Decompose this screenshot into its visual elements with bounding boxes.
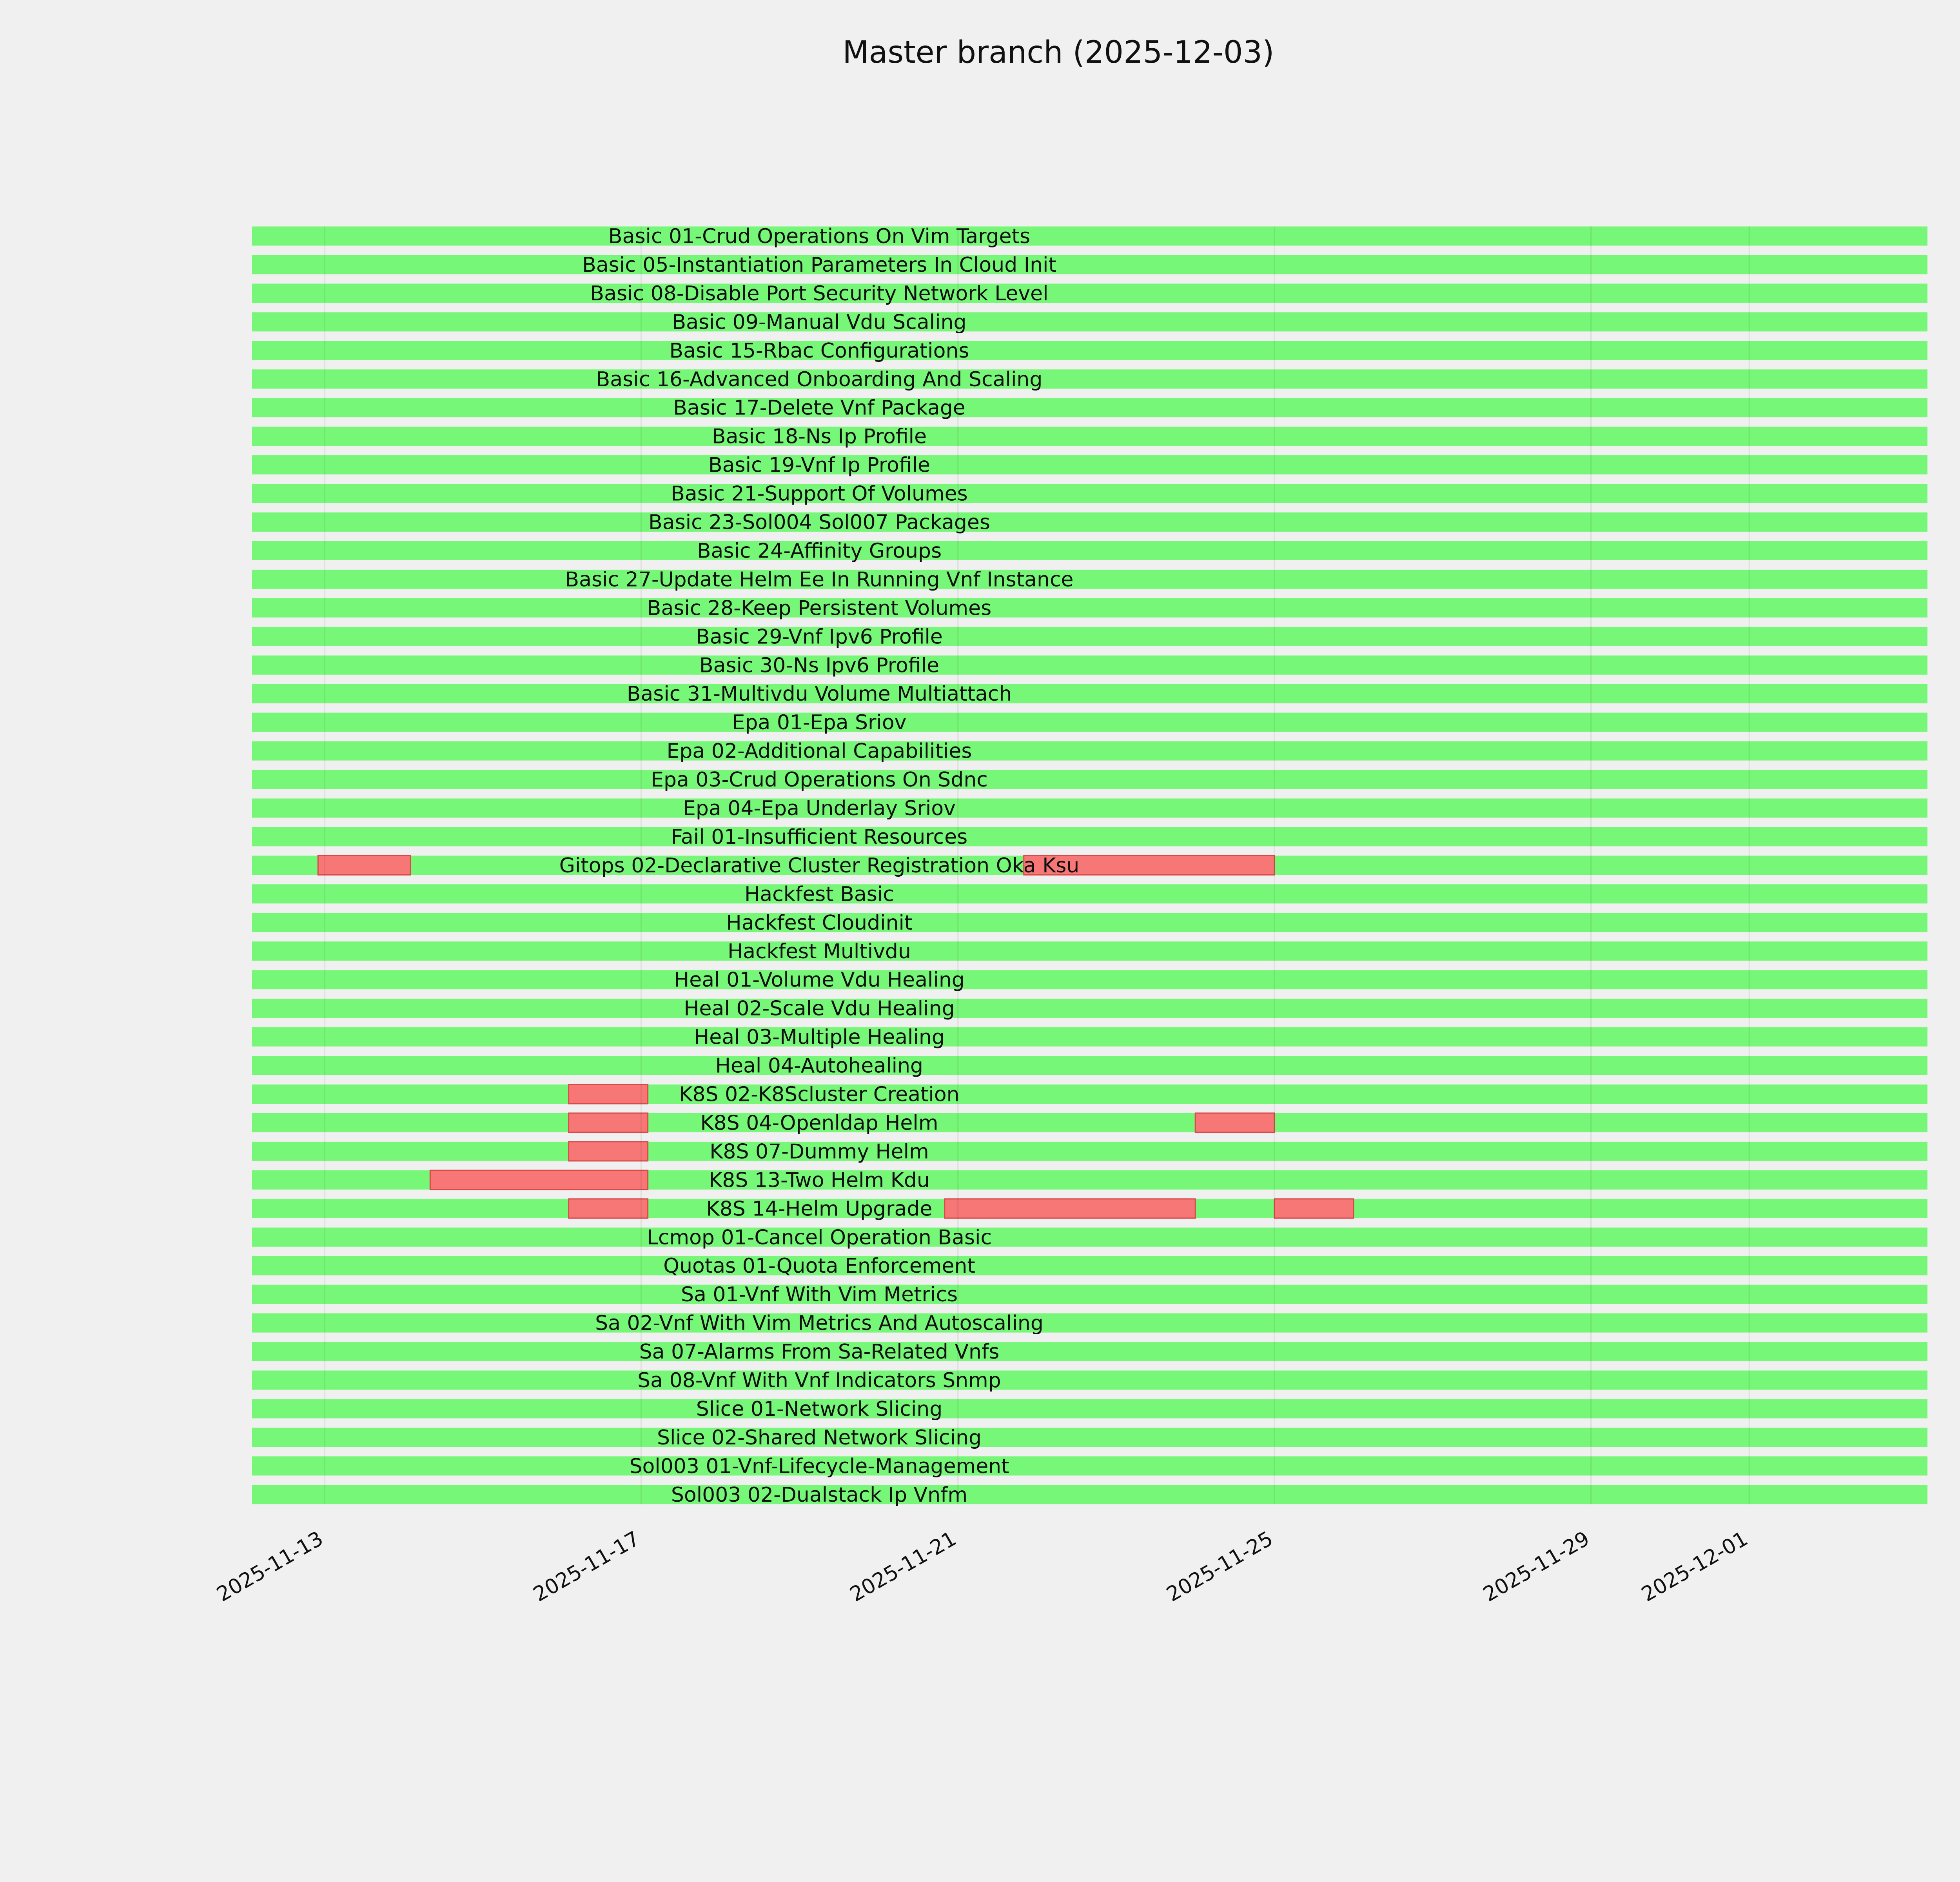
pass-bar: [252, 568, 1927, 592]
row-label: Quotas 01-Quota Enforcement: [663, 1254, 975, 1278]
pass-bar: [252, 711, 1927, 735]
fail-bar: [945, 1199, 1195, 1218]
pass-bar: [252, 1456, 1927, 1475]
pass-bar: [252, 484, 1927, 503]
row-label: Basic 30-Ns Ipv6 Profile: [699, 654, 940, 678]
pass-bar: [252, 770, 1927, 789]
fail-bar: [318, 856, 410, 875]
fail-bar: [1274, 1199, 1354, 1218]
pass-bar: [252, 627, 1927, 646]
pass-bar: [252, 1140, 1927, 1164]
pass-bar: [252, 1428, 1927, 1447]
pass-bar: [252, 1399, 1927, 1418]
row-label: Basic 09-Manual Vdu Scaling: [672, 310, 967, 334]
row-label: Basic 15-Rbac Configurations: [669, 339, 969, 363]
pass-bar: [252, 1485, 1927, 1504]
row-label: Basic 17-Delete Vnf Package: [673, 396, 965, 420]
pass-bar: [252, 1113, 1927, 1132]
pass-bar: [252, 369, 1927, 389]
pass-bar: [252, 227, 1927, 246]
row-label: Sa 07-Alarms From Sa-Related Vnfs: [639, 1340, 1000, 1364]
row-label: Basic 28-Keep Persistent Volumes: [647, 596, 992, 620]
row-label: Basic 05-Instantiation Parameters In Cloud Init: [582, 253, 1056, 277]
fail-bar: [430, 1170, 648, 1190]
pass-bar: [252, 1256, 1927, 1275]
pass-bar: [252, 398, 1927, 417]
row-label: Sa 02-Vnf With Vim Metrics And Autoscaling: [595, 1312, 1044, 1335]
pass-bar: [252, 741, 1927, 761]
row-label: K8S 13-Two Helm Kdu: [709, 1168, 930, 1192]
pass-bar: [252, 1371, 1927, 1390]
x-tick-label: 2025-11-13: [212, 1527, 327, 1607]
pass-bar: [252, 1283, 1927, 1307]
fail-bar: [569, 1113, 648, 1132]
pass-bar: [252, 598, 1927, 618]
row-label: Hackfest Basic: [744, 882, 894, 906]
row-label: Epa 01-Epa Sriov: [732, 711, 907, 735]
row-label: Sa 01-Vnf With Vim Metrics: [681, 1283, 958, 1307]
pass-bar: [252, 541, 1927, 560]
row-label: Basic 31-Multivdu Volume Multiattach: [626, 682, 1012, 706]
row-label: Basic 16-Advanced Onboarding And Scaling: [596, 367, 1043, 391]
row-label: Fail 01-Insufficient Resources: [671, 825, 968, 849]
fail-bar: [569, 1199, 648, 1218]
bars-layer: [252, 227, 1927, 1504]
row-label: K8S 07-Dummy Helm: [710, 1140, 929, 1164]
row-label: Hackfest Multivdu: [728, 939, 911, 963]
row-label: Hackfest Cloudinit: [726, 911, 913, 935]
pass-bar: [252, 999, 1927, 1018]
x-tick-label: 2025-11-25: [1162, 1527, 1277, 1607]
pass-bar: [252, 827, 1927, 846]
pass-bar: [252, 512, 1927, 532]
x-tick-label: 2025-11-17: [529, 1527, 644, 1607]
pass-bar: [252, 941, 1927, 961]
row-label: Heal 02-Scale Vdu Healing: [684, 997, 955, 1021]
row-label: Basic 21-Support Of Volumes: [671, 482, 968, 506]
row-label: Basic 27-Update Helm Ee In Running Vnf Instance: [565, 568, 1074, 592]
pass-bar: [252, 427, 1927, 446]
row-label: Heal 04-Autohealing: [715, 1054, 924, 1078]
pass-bar: [252, 1226, 1927, 1250]
row-label: Gitops 02-Declarative Cluster Registration Oka Ksu: [559, 854, 1080, 877]
fail-bar: [569, 1085, 648, 1104]
row-label: Heal 03-Multiple Healing: [694, 1025, 945, 1049]
pass-bar: [252, 1027, 1927, 1046]
fail-bar: [1195, 1113, 1274, 1132]
row-label: Slice 01-Network Slicing: [696, 1397, 943, 1421]
row-label: Basic 19-Vnf Ip Profile: [708, 453, 931, 477]
row-label: Slice 02-Shared Network Slicing: [657, 1426, 982, 1450]
row-label: Heal 01-Volume Vdu Healing: [674, 968, 965, 992]
pass-bar: [252, 1056, 1927, 1075]
row-label: Sa 08-Vnf With Vnf Indicators Snmp: [637, 1369, 1001, 1392]
pass-bar: [252, 312, 1927, 331]
row-label: Sol003 01-Vnf-Lifecycle-Management: [629, 1454, 1009, 1478]
row-label: Sol003 02-Dualstack Ip Vnfm: [671, 1483, 968, 1507]
pass-bar: [252, 913, 1927, 932]
row-label: Basic 08-Disable Port Security Network Level: [590, 282, 1049, 305]
x-tick-label: 2025-11-21: [846, 1527, 960, 1607]
pass-bar: [252, 970, 1927, 989]
pass-bar: [252, 1342, 1927, 1361]
pass-bar: [252, 455, 1927, 474]
row-label: Basic 29-Vnf Ipv6 Profile: [696, 625, 943, 649]
fail-bar: [569, 1142, 648, 1161]
row-label: Basic 18-Ns Ip Profile: [711, 425, 927, 449]
row-label: Basic 24-Affinity Groups: [697, 539, 942, 563]
pass-bar: [252, 799, 1927, 818]
row-label: Basic 23-Sol004 Sol007 Packages: [648, 510, 990, 534]
row-label: Lcmop 01-Cancel Operation Basic: [646, 1226, 992, 1250]
pass-bar: [252, 255, 1927, 274]
pass-bar: [252, 684, 1927, 703]
row-label: Epa 04-Epa Underlay Sriov: [683, 797, 956, 820]
row-label: Epa 03-Crud Operations On Sdnc: [651, 768, 988, 792]
pass-bar: [252, 1313, 1927, 1333]
row-label: Epa 02-Additional Capabilities: [666, 739, 972, 763]
row-label: K8S 02-K8Scluster Creation: [679, 1083, 960, 1106]
row-label: K8S 14-Helm Upgrade: [706, 1197, 933, 1221]
chart-title: Master branch (2025-12-03): [842, 35, 1274, 70]
pass-bar: [252, 341, 1927, 360]
pass-bar: [252, 283, 1927, 303]
x-tick-label: 2025-11-29: [1479, 1527, 1594, 1607]
pass-bar: [252, 884, 1927, 903]
x-tick-label: 2025-12-01: [1637, 1527, 1752, 1607]
pass-bar: [252, 654, 1927, 678]
x-axis-ticks: [213, 1527, 1752, 1606]
pass-bar: [252, 1085, 1927, 1104]
row-label: Basic 01-Crud Operations On Vim Targets: [608, 225, 1031, 248]
row-label: K8S 04-Openldap Helm: [700, 1111, 938, 1135]
